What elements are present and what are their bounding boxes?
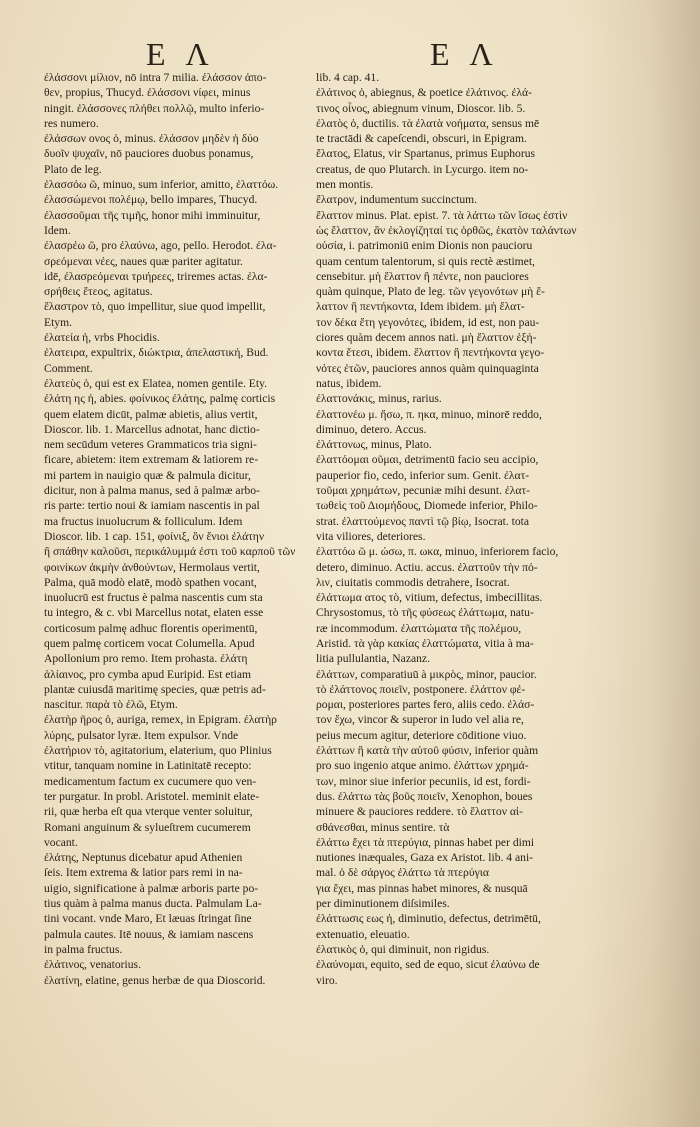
- entry-line: vtitur, tanquam nomine in Latinitatē recepto:: [44, 759, 252, 773]
- entry-line: tu integro, & c. vbi Marcellus notat, elaten esse: [44, 606, 264, 620]
- entry-line: ἐλάτινος ὁ, abiegnus, & poetice ἐλάτινος. ἐλά-: [316, 86, 532, 100]
- dictionary-entry: [316, 544, 578, 590]
- dictionary-entry: [316, 208, 578, 392]
- entry-line: litia pullulantia, Nazanz.: [316, 652, 430, 666]
- entry-line: ἐλασσώμενοι πολέμῳ, bello impares, Thucyd.: [44, 193, 258, 207]
- left-column: [44, 70, 306, 988]
- entry-line: λαττον ἢ πεντήκοντα, Idem ibidem. μὴ ἔλατ-: [316, 300, 525, 314]
- entry-line: mi partem in nauigio quæ & palmula dicitur,: [44, 468, 251, 482]
- entry-line: res numero.: [44, 116, 99, 130]
- entry-line: quam centum talentorum, si quis rectè æstimet,: [316, 254, 535, 268]
- entry-line: τοῦμαι χρημάτων, pecuniæ mihi desunt. ἐλατ-: [316, 484, 530, 498]
- entry-line: ἐλατικὸς ὁ, qui diminuit, non rigidus.: [316, 942, 490, 956]
- entry-line: ma fructus inuolucrum & folliculum. Idem: [44, 514, 243, 528]
- dictionary-entry: [316, 85, 578, 116]
- entry-line: ἐλάτης, Neptunus dicebatur apud Athenien: [44, 851, 243, 865]
- entry-line: viro.: [316, 973, 338, 987]
- dictionary-entry: [44, 70, 306, 131]
- entry-line: ἐλατίνη, elatine, genus herbæ de qua Dioscorid.: [44, 973, 266, 987]
- dictionary-entry: [316, 70, 578, 85]
- entry-line: νότες ἐτῶν, pauciores annos quàm quinquaginta: [316, 361, 539, 375]
- entry-line: ter purgatur. In probl. Aristotel. meminit elate-: [44, 789, 260, 803]
- entry-line: natus, ibidem.: [316, 376, 382, 390]
- entry-line: Palma, quā modò elatē, modò spathen vocant,: [44, 575, 257, 589]
- entry-line: ἐλατεία ἡ, vrbs Phocidis.: [44, 331, 160, 345]
- entry-line: detero, diminuo. Actiu. accus. ἐλαττοῦν τὴν πό-: [316, 560, 538, 574]
- entry-line: ἐλατειρα, expultrix, διώκτρια, ἀπελαστική, Bud.: [44, 346, 269, 360]
- dictionary-entry: [44, 177, 306, 238]
- dictionary-entry: [316, 590, 578, 666]
- entry-line: uigio, significatione à palmæ arboris parte po-: [44, 881, 259, 895]
- dictionary-entry: [44, 391, 306, 712]
- entry-line: ρομαι, posteriores partes fero, aliis cedo. ἐλάσ-: [316, 698, 535, 712]
- entry-line: quem palmę corticem vocat Columella. Apud: [44, 636, 255, 650]
- entry-line: ἐλατεὺς ὁ, qui est ex Elatea, nomen gentile. Ety.: [44, 376, 268, 390]
- entry-line: Chrysostomus, τὸ τῆς φύσεως ἐλάττωμα, natu-: [316, 606, 534, 620]
- entry-line: κοντα ἔτεσι, ibidem. ἔλαττον ἢ πεντήκοντα γεγο-: [316, 346, 545, 360]
- dictionary-entry: [316, 942, 578, 957]
- dictionary-entry: [44, 376, 306, 391]
- entry-line: ἐλάττων ἢ κατὰ τὴν αὑτοῦ φύσιν, inferior quàm: [316, 744, 539, 758]
- entry-line: λύρης, pulsator lyræ. Item expulsor. Vnde: [44, 728, 239, 742]
- dictionary-entry: [44, 850, 306, 957]
- entry-line: ἐλασσόω ῶ, minuo, sum inferior, amitto, ἐλαττόω.: [44, 178, 279, 192]
- entry-line: quàm quinque, Plato de leg. τῶν γεγονότων μὴ ἔ-: [316, 285, 545, 299]
- entry-line: tini vocant. vnde Maro, Et læuas ſtringat ſine: [44, 912, 252, 926]
- right-column: [316, 70, 578, 988]
- entry-line: ræ incommodum. ἐλαττώματα τῆς πολέμου,: [316, 621, 522, 635]
- entry-line: dicitur, non à palma manus, sed à palmæ arbo-: [44, 484, 260, 498]
- entry-line: men montis.: [316, 178, 374, 192]
- entry-line: ris parte: tertio noui & iamiam nascentis in pal: [44, 499, 260, 513]
- entry-line: θεν, propius, Thucyd. ἐλάσσονι νίφει, minus: [44, 86, 251, 100]
- entry-line: vita viliores, deteriores.: [316, 529, 426, 543]
- dictionary-entry: [44, 299, 306, 330]
- entry-line: ἐλατήριον τὸ, agitatorium, elaterium, quo Plinius: [44, 744, 272, 758]
- entry-line: quem elatem dicūt, palmæ abietis, alius vertit,: [44, 407, 258, 421]
- dictionary-entry: [44, 743, 306, 850]
- entry-line: τὸ ἐλάττονος ποιεῖν, postponere. ἐλάττον φέ-: [316, 682, 526, 696]
- entry-line: ἔλαττον minus. Plat. epist. 7. τὰ λάττω τῶν ἴσως ἐστὶν: [316, 208, 568, 222]
- entry-line: ἐλάττωμα ατος τὸ, vitium, defectus, imbecillitas.: [316, 591, 543, 605]
- dictionary-entry: [44, 957, 306, 972]
- entry-line: φοινίκων ἀκμὴν ἀνθούντων, Hermolaus vertit,: [44, 560, 260, 574]
- entry-line: vocant.: [44, 835, 78, 849]
- entry-line: strat. ἐλαττούμενος παντὶ τῷ βίῳ, Isocrat. tota: [316, 514, 529, 528]
- entry-line: plantæ cuiusdā maritimę species, quæ petris ad-: [44, 682, 266, 696]
- entry-line: per diminutionem diſsimiles.: [316, 897, 450, 911]
- entry-line: Apollonium pro remo. Item prohasta. ἐλάτη: [44, 652, 248, 666]
- entry-line: ἐλάττων, comparatiuū à μικρὸς, minor, paucior.: [316, 667, 537, 681]
- entry-line: ἔλατρον, indumentum succinctum.: [316, 193, 478, 207]
- entry-line: ἐλάτινος, venatorius.: [44, 958, 141, 972]
- entry-line: lib. 4 cap. 41.: [316, 71, 380, 84]
- entry-line: ἢ σπάθην καλοῦσι, περικάλυμμά ἐστι τοῦ καρποῦ τῶν: [44, 545, 296, 559]
- entry-line: ἐλατὸς ὁ, ductilis. τὰ ἐλατὰ νοήματα, sensus mē: [316, 116, 540, 130]
- dictionary-entry: [316, 391, 578, 406]
- dictionary-entry: [316, 667, 578, 912]
- entry-line: Idem.: [44, 223, 71, 237]
- entry-line: creatus, de quo Plutarch. in Lycurgo. item no-: [316, 162, 529, 176]
- entry-line: ἐλάττονως, minus, Plato.: [316, 438, 432, 452]
- entry-line: ἐλαττόομαι οῦμαι, detrimentū facio seu accipio,: [316, 453, 539, 467]
- entry-line: Etym.: [44, 315, 73, 329]
- entry-line: in palma fructus.: [44, 942, 123, 956]
- entry-line: nem secūdum veteres Grammaticos tria signi-: [44, 438, 257, 452]
- entry-line: για ἔχει, mas pinnas habet minores, & nusquā: [316, 881, 528, 895]
- entry-line: ἐλατὴρ ῆρος ὁ, auriga, remex, in Epigram. ἐλατὴρ: [44, 713, 277, 727]
- entry-line: mal. ὁ δὲ σάργος ἐλάττω τὰ πτερύγια: [316, 866, 489, 880]
- dictionary-entry: [316, 452, 578, 544]
- entry-line: rii, quæ herba eſt qua vterque venter soluitur,: [44, 805, 253, 819]
- entry-line: ἔλατος, Elatus, vir Spartanus, primus Euphorus: [316, 147, 536, 161]
- entry-line: ciores quàm decem annos nati. μὴ ἔλαττον ἑξή-: [316, 331, 537, 345]
- dictionary-entry: [44, 238, 306, 299]
- dictionary-entry: [44, 330, 306, 345]
- entry-line: nascitur. παρὰ τὸ ἐλῶ, Etym.: [44, 698, 178, 712]
- running-head-right: E Λ: [430, 36, 499, 72]
- entry-line: extenuatio, eleuatio.: [316, 927, 410, 941]
- dictionary-entry: [316, 192, 578, 207]
- entry-line: minuere & pauciores reddere. τὸ ἔλαττον αἰ-: [316, 805, 523, 819]
- entry-line: των, minor siue inferior pecuniis, id est, fordi-: [316, 774, 531, 788]
- entry-line: ἐλάσσων ονος ὁ, minus. ἐλάσσον μηδὲν ἡ δύο: [44, 132, 259, 146]
- entry-line: pro suo ingenio atque animo. ἐλάττων χρημά-: [316, 759, 529, 773]
- entry-line: ningit. ἐλάσσονες πλήθει πολλῷ, multo inferio-: [44, 101, 265, 115]
- entry-line: τον ἔχω, vincor & superor in ludo vel alia re,: [316, 713, 524, 727]
- entry-line: ἔλαστρον τὸ, quo impellitur, siue quod impellit,: [44, 300, 266, 314]
- dictionary-entry: [44, 973, 306, 988]
- entry-line: nutiones inæquales, Gaza ex Aristot. lib. 4 ani-: [316, 851, 534, 865]
- dictionary-entry: [44, 131, 306, 177]
- entry-line: dus. ἐλάττω τὰς βοῦς ποιεῖν, Xenophon, boues: [316, 789, 533, 803]
- running-head-left: E Λ: [146, 36, 215, 72]
- entry-line: ficare, abietem: item extremam & latiorem re-: [44, 453, 259, 467]
- dictionary-entry: [44, 345, 306, 376]
- entry-line: corticosum palmę adhuc florentis operimentū,: [44, 621, 258, 635]
- entry-line: δυοῖν ψυχαῖν, nō pauciores duobus ponamus,: [44, 147, 254, 161]
- dictionary-entry: [316, 957, 578, 988]
- dictionary-entry: [316, 407, 578, 438]
- entry-line: ſeis. Item extrema & latior pars remi in na-: [44, 866, 243, 880]
- entry-line: ἐλαττονάκις, minus, rarius.: [316, 392, 442, 406]
- page-fold-shadow: [580, 0, 700, 1127]
- entry-line: inuolucrū est fructus è palma nascentis cum sta: [44, 591, 263, 605]
- dictionary-entry: [316, 911, 578, 942]
- entry-line: censebitur. μὴ ἔλαττον ἢ πέντε, non pauciores: [316, 269, 529, 283]
- entry-line: ἐλασσοῦμαι τῆς τιμῆς, honor mihi imminuitur,: [44, 208, 261, 222]
- entry-line: ἐλασρέω ῶ, pro ἐλαύνω, ago, pello. Herodot. ἐλα-: [44, 239, 277, 253]
- entry-line: ἐλάσσονι μίλιον, nō intra 7 milia. ἐλάσσον ἀπο-: [44, 71, 267, 84]
- entry-line: Comment.: [44, 361, 93, 375]
- entry-line: τον δέκα ἔτη γεγονότες, ibidem, id est, non pau-: [316, 315, 540, 329]
- entry-line: σθάνεσθαι, minus sentire. τὰ: [316, 820, 450, 834]
- entry-line: Dioscor. lib. 1 cap. 151, φοίνιξ, ὃν ἔνιοι ἐλάτην: [44, 529, 265, 543]
- entry-line: τωθεὶς τοῦ Διομήδους, Diomede inferior, Philo-: [316, 499, 538, 513]
- entry-line: idē, ἐλασρεόμεναι τριήρεες, triremes actas. ἐλα-: [44, 269, 268, 283]
- entry-line: palmula cautes. Itē nouus, & iamiam nascens: [44, 927, 254, 941]
- dictionary-entry: [316, 437, 578, 452]
- entry-line: ἐλάτη ης ἡ, abies. φοίνικος ἐλάτης, palmę corticis: [44, 392, 276, 406]
- entry-line: ἐλαττονέω μ. ἤσω, π. ηκα, minuo, minorē reddo,: [316, 407, 542, 421]
- entry-line: diminuo, detero. Accus.: [316, 422, 427, 436]
- entry-line: σρήθεις ἔτεος, agitatus.: [44, 285, 153, 299]
- entry-line: ἐλάττωσις εως ἡ, diminutio, defectus, detrimētū,: [316, 912, 541, 926]
- entry-line: σρεόμεναι νέες, naues quæ pariter agitatur.: [44, 254, 243, 268]
- entry-line: peius mecum agitur, deteriore cōditione viuo.: [316, 728, 527, 742]
- entry-line: Plato de leg.: [44, 162, 102, 176]
- entry-line: ἐλάττω ἔχει τὰ πτερύγια, pinnas habet per dimi: [316, 835, 535, 849]
- entry-line: Romani anguinum & sylueſtrem cucumerem: [44, 820, 251, 834]
- entry-line: λιν, ciuitatis commodis detrahere, Isocrat.: [316, 575, 510, 589]
- entry-line: medicamentum factum ex cucumere quo ven-: [44, 774, 257, 788]
- entry-line: te tractādi & capeſcendi, obscuri, in Epigram.: [316, 132, 527, 146]
- entry-line: pauperior fio, cedo, inferior sum. Genit. ἐλατ-: [316, 468, 530, 482]
- entry-line: Aristid. τὰ γὰρ κακίας ἐλαττώματα, vitia à ma-: [316, 636, 534, 650]
- entry-line: ὡς ἔλαττον, ἂν ἐκλογίζηταί τις ὀρθῶς, ἑκατὸν ταλάντων: [316, 223, 577, 237]
- entry-line: ἁλίαινος, pro cymba apud Euripid. Est etiam: [44, 667, 252, 681]
- dictionary-entry: [316, 146, 578, 192]
- dictionary-entry: [44, 712, 306, 743]
- entry-line: τινος οἶνος, abiegnum vinum, Dioscor. lib. 5.: [316, 101, 526, 115]
- dictionary-entry: [316, 116, 578, 147]
- entry-line: ἐλαύνομαι, equito, sed de equo, sicut ἐλαύνω de: [316, 958, 540, 972]
- entry-line: οὐσία, i. patrimoniū enim Dionis non paucioru: [316, 239, 533, 253]
- entry-line: tius quàm à palma manus ducta. Palmulam La-: [44, 897, 262, 911]
- entry-line: Dioscor. lib. 1. Marcellus adnotat, hanc dictio-: [44, 422, 260, 436]
- entry-line: ἐλαττόω ῶ μ. ώσω, π. ωκα, minuo, inferiorem facio,: [316, 545, 559, 559]
